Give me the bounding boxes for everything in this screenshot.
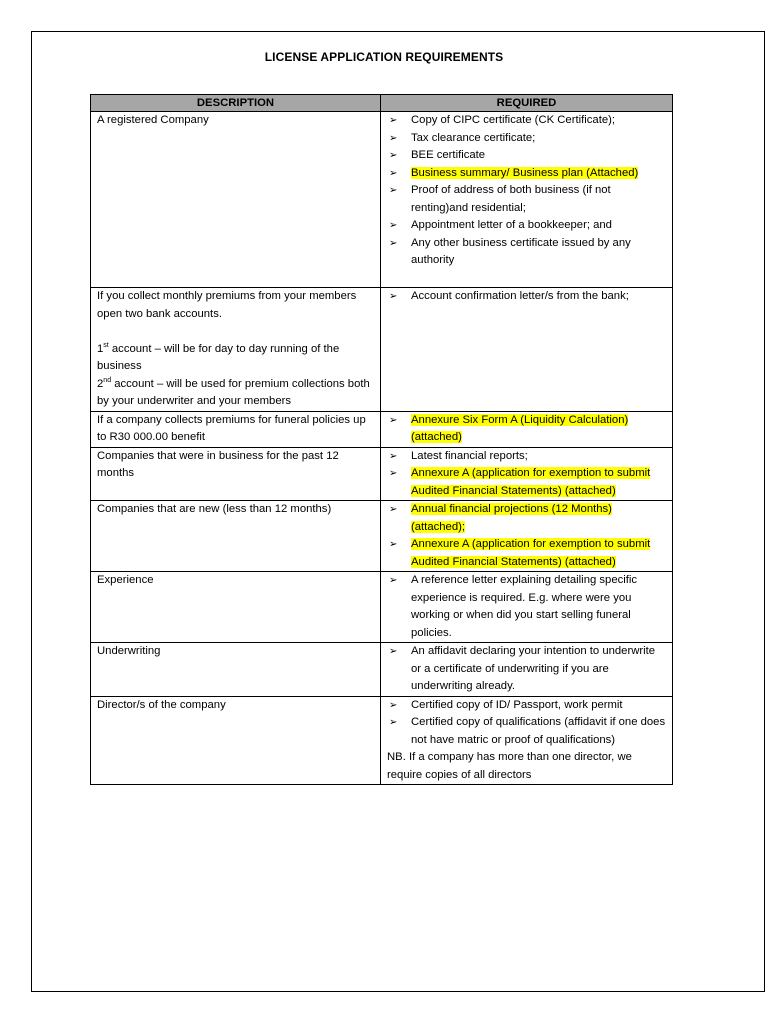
list-item: ➢ Annexure A (application for exemption to submit Audited Financial Statements) (attached) [411, 465, 668, 500]
description-text: Director/s of the company [97, 698, 226, 711]
description-text: Underwriting [97, 645, 161, 657]
requirements-table [90, 94, 673, 785]
table-row [91, 112, 673, 288]
description-text: 2nd account – will be used for premium collections both by your underwriter and your members [97, 376, 370, 407]
required-list [387, 448, 668, 501]
required-cell [381, 288, 673, 412]
table-row [91, 288, 673, 412]
description-text: Companies that were in business for the past 12 months [97, 449, 339, 479]
table-header-row [91, 95, 673, 112]
list-item: ➢ Annexure Six Form A (Liquidity Calculation) (attached) [411, 412, 668, 447]
required-cell [381, 447, 673, 501]
table-row [91, 447, 673, 501]
required-cell [381, 501, 673, 572]
description-cell [91, 447, 381, 501]
list-item: ➢ An affidavit declaring your intention to underwrite or a certificate of underwriting if you are underwriting already. [411, 643, 668, 696]
description-text: 1st account – will be for day to day running of the business [97, 341, 340, 372]
table-row [91, 501, 673, 572]
description-text: Companies that are new (less than 12 months) [97, 503, 332, 515]
list-item: ➢ Account confirmation letter/s from the bank; [411, 288, 668, 306]
required-list [387, 112, 668, 270]
list-item: ➢ Business summary/ Business plan (Attached) [411, 165, 668, 183]
description-text: Experience [97, 574, 154, 586]
list-item: ➢ Annual financial projections (12 Months) (attached); [411, 501, 668, 536]
required-list [387, 643, 668, 696]
column-header-required: REQUIRED [381, 95, 673, 112]
list-item: ➢ BEE certificate [411, 147, 668, 165]
note-text: NB. If a company has more than one director, we require copies of all directors [387, 751, 632, 781]
list-item: ➢ Copy of CIPC certificate (CK Certificate); [411, 112, 668, 130]
required-cell [381, 112, 673, 288]
table-row [91, 696, 673, 785]
list-item: ➢ Proof of address of both business (if not renting)and residential; [411, 182, 668, 217]
document-title: LICENSE APPLICATION REQUIREMENTS [264, 50, 504, 64]
description-cell [91, 288, 381, 412]
required-list [387, 501, 668, 571]
description-cell [91, 696, 381, 785]
column-header-description: DESCRIPTION [91, 95, 381, 112]
list-item: ➢ Latest financial reports; [411, 448, 668, 466]
description-cell [91, 501, 381, 572]
table-row [91, 643, 673, 697]
description-text: If you collect monthly premiums from your members open two bank accounts. [97, 290, 357, 320]
required-cell [381, 572, 673, 643]
list-item: ➢ Certified copy of ID/ Passport, work permit [411, 697, 668, 715]
required-list [387, 697, 668, 750]
required-list [387, 288, 668, 306]
table-row [91, 572, 673, 643]
description-text: A registered Company [97, 114, 209, 126]
required-cell [381, 696, 673, 785]
list-item: ➢ Any other business certificate issued by any authority [411, 235, 668, 270]
list-item: ➢ Certified copy of qualifications (affidavit if one does not have matric or proof of qualifications) [411, 714, 668, 749]
table-row [91, 411, 673, 447]
description-cell [91, 643, 381, 697]
list-item: ➢ A reference letter explaining detailing specific experience is required. E.g. where were you working or when did you start selling funeral policies. [411, 572, 668, 642]
list-item: ➢ Annexure A (application for exemption to submit Audited Financial Statements) (attached) [411, 536, 668, 571]
description-cell [91, 112, 381, 288]
list-item: ➢ Appointment letter of a bookkeeper; and [411, 217, 668, 235]
description-cell [91, 411, 381, 447]
required-cell [381, 411, 673, 447]
required-cell [381, 643, 673, 697]
required-list [387, 572, 668, 642]
required-list [387, 412, 668, 447]
description-text: If a company collects premiums for funeral policies up to R30 000.00 benefit [97, 413, 366, 443]
description-cell [91, 572, 381, 643]
list-item: ➢ Tax clearance certificate; [411, 130, 668, 148]
